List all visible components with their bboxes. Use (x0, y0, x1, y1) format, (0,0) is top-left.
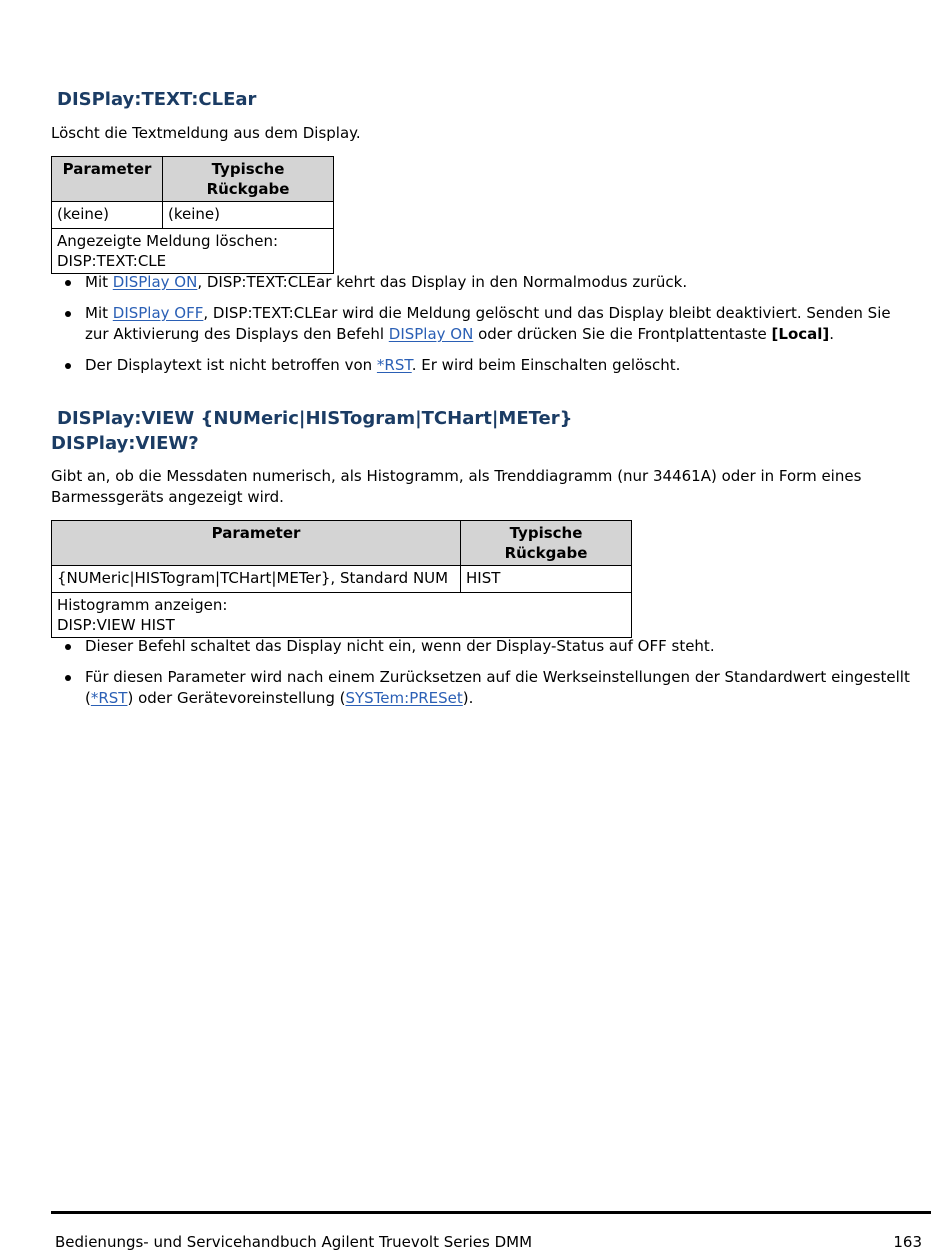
section-heading-view-query: DISPlay:VIEW? (51, 433, 199, 454)
text: . Er wird beim Einschalten gelöscht. (411, 356, 681, 374)
footer-divider (51, 1211, 931, 1214)
table-header-parameter: Parameter (52, 157, 163, 202)
text: Dieser Befehl schaltet das Display nicht ein, wenn der Display-Status auf OFF steht. (85, 637, 715, 655)
table-cell-parameter: {NUMeric|HISTogram|TCHart|METer}, Standard NUM (52, 566, 461, 593)
table-cell-return: HIST (461, 566, 632, 593)
page-number: 163 (893, 1233, 922, 1251)
bullet-icon (65, 311, 71, 317)
link-rst[interactable]: *RST (90, 689, 128, 707)
table-cell-parameter: (keine) (52, 202, 163, 229)
text: ) oder Gerätevoreinstellung ( (127, 689, 346, 707)
notes-list (51, 636, 911, 719)
text: Für diesen Parameter wird nach einem Zurücksetzen auf die Werkseinstellungen der Standardwert eingestellt ( (85, 668, 910, 707)
bullet-icon (65, 363, 71, 369)
text: Mit (85, 304, 113, 322)
list-item (51, 355, 911, 376)
text: Mit (85, 273, 113, 291)
list-item (51, 303, 911, 345)
link-system-preset[interactable]: SYSTem:PRESet (345, 689, 463, 707)
parameter-table (51, 156, 334, 274)
link-display-on[interactable]: DISPlay ON (388, 325, 474, 343)
text: oder drücken Sie die Frontplattentaste (473, 325, 772, 343)
table-header-parameter: Parameter (52, 521, 461, 566)
text: ). (462, 689, 474, 707)
text: , DISP:TEXT:CLEar kehrt das Display in den Normalmodus zurück. (197, 273, 688, 291)
notes-list (51, 272, 911, 386)
table-example (52, 593, 632, 638)
section-heading-view: DISPlay:VIEW {NUMeric|HISTogram|TCHart|METer} (57, 408, 573, 429)
example-caption: Angezeigte Meldung löschen: (57, 232, 279, 250)
table-header-return: Typische Rückgabe (461, 521, 632, 566)
table-header-return: Typische Rückgabe (163, 157, 334, 202)
list-item (51, 667, 911, 709)
text: Der Displaytext ist nicht betroffen von (85, 356, 377, 374)
bullet-icon (65, 280, 71, 286)
section-description: Löscht die Textmeldung aus dem Display. (51, 124, 361, 142)
link-rst[interactable]: *RST (376, 356, 412, 374)
section-heading-text-clear: DISPlay:TEXT:CLEar (57, 89, 257, 110)
key-label: [Local] (771, 325, 830, 343)
table-example (52, 229, 334, 274)
example-caption: Histogramm anzeigen: (57, 596, 228, 614)
text: , DISP:TEXT:CLEar wird die Meldung gelöscht und das Display bleibt deaktiviert. Senden Sie zur Aktivierung des Displays den Befehl (85, 304, 891, 343)
section-description: Gibt an, ob die Messdaten numerisch, als Histogramm, als Trenddiagramm (nur 34461A) oder in Form eines Barmessgeräts angezeigt wird. (51, 467, 862, 506)
text: . (829, 325, 835, 343)
table-cell-return: (keine) (163, 202, 334, 229)
list-item (51, 636, 911, 657)
example-command: DISP:VIEW HIST (57, 616, 175, 634)
link-display-off[interactable]: DISPlay OFF (112, 304, 204, 322)
link-display-on[interactable]: DISPlay ON (112, 273, 198, 291)
example-command: DISP:TEXT:CLE (57, 252, 167, 270)
bullet-icon (65, 675, 71, 681)
footer-title: Bedienungs- und Servicehandbuch Agilent Truevolt Series DMM (55, 1233, 533, 1251)
bullet-icon (65, 644, 71, 650)
parameter-table (51, 520, 632, 638)
list-item (51, 272, 911, 293)
